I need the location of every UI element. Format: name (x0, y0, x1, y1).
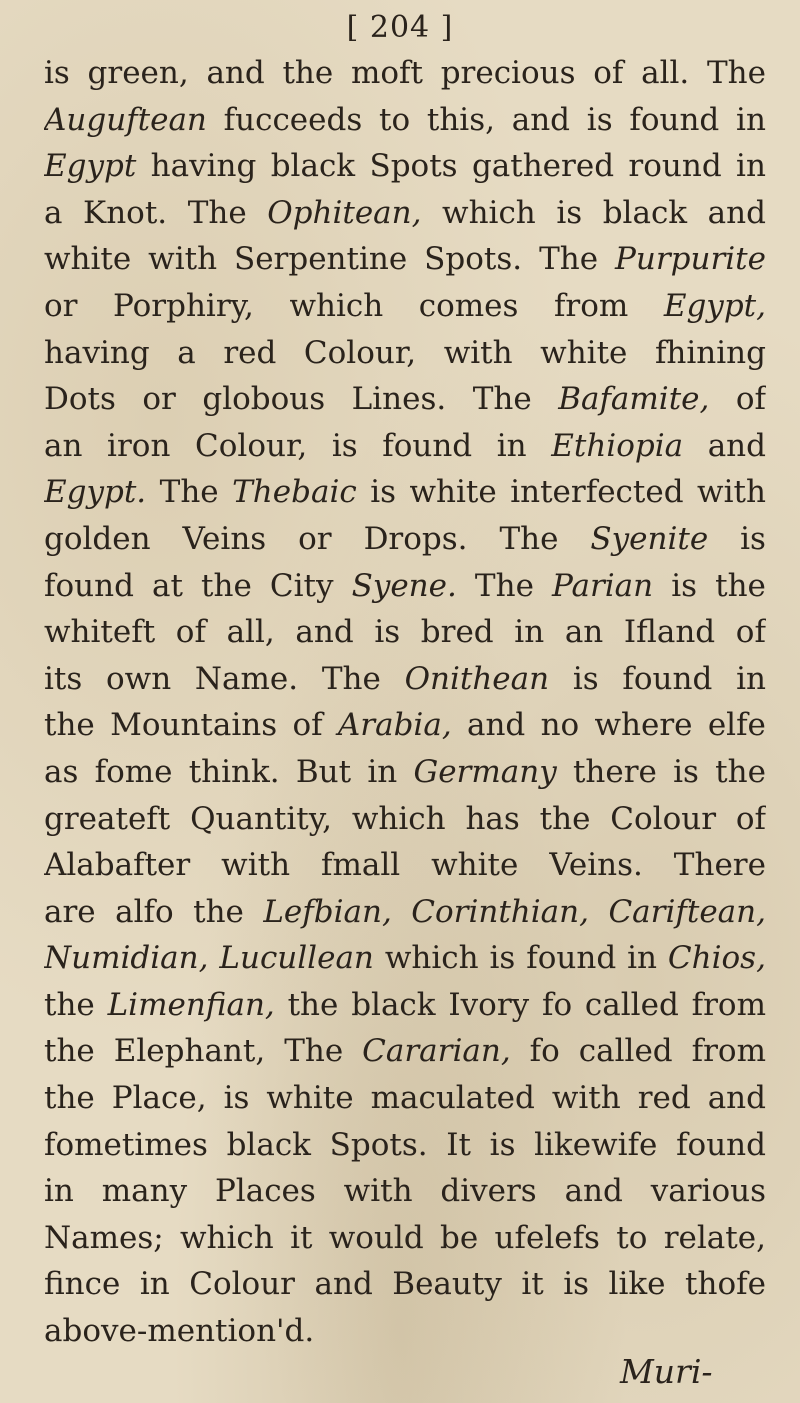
text-line: the Place, is white maculated with red and (44, 1080, 766, 1117)
text-line: as fome think. But in Germany there is the (44, 753, 766, 790)
text-line: Numidian, Lucullean which is found in Chios, (44, 940, 766, 977)
text-line: an iron Colour, is found in Ethiopia and (44, 427, 766, 464)
text-line: white with Serpentine Spots. The Purpurite (44, 241, 766, 278)
text-line: whiteft of all, and is bred in an Ifland of (44, 614, 766, 651)
text-line: are alfo the Lefbian, Corinthian, Cariftean, (44, 893, 766, 930)
body-text (44, 50, 766, 1355)
text-line: Names; which it would be ufelefs to relate, (44, 1219, 766, 1256)
text-line: having a red Colour, with white fhining (44, 334, 766, 371)
page-number: [ 204 ] (346, 10, 454, 45)
text-line: the Elephant, The Cararian, fo called from (44, 1033, 766, 1070)
text-line: Dots or globous Lines. The Bafamite, of (44, 381, 766, 418)
text-line: Alabafter with fmall white Veins. There (44, 847, 766, 884)
text-line: above-mention'd. (44, 1313, 315, 1350)
text-line: golden Veins or Drops. The Syenite is (44, 520, 766, 557)
text-line: greateft Quantity, which has the Colour of (44, 800, 766, 837)
text-line: its own Name. The Onithean is found in (44, 660, 766, 697)
text-line: is green, and the moft precious of all. The (44, 55, 766, 91)
text-line: a Knot. The Ophitean, which is black and (44, 194, 766, 231)
text-line: in many Places with divers and various (44, 1173, 766, 1210)
text-line: Auguftean fucceeds to this, and is found in (44, 101, 766, 138)
text-line: fometimes black Spots. It is likewife found (44, 1126, 766, 1163)
text-line: the Mountains of Arabia, and no where elfe (44, 707, 766, 744)
text-line: found at the City Syene. The Parian is the (44, 567, 766, 604)
text-line: fince in Colour and Beauty it is like thofe (44, 1266, 766, 1303)
text-line: Egypt. The Thebaic is white interfected with (44, 474, 766, 511)
text-line: the Limenfian, the black Ivory fo called from (44, 986, 766, 1023)
text-line: Egypt having black Spots gathered round in (44, 148, 766, 185)
catchword: Muri- (620, 1352, 713, 1391)
text-line: or Porphiry, which comes from Egypt, (44, 287, 766, 324)
